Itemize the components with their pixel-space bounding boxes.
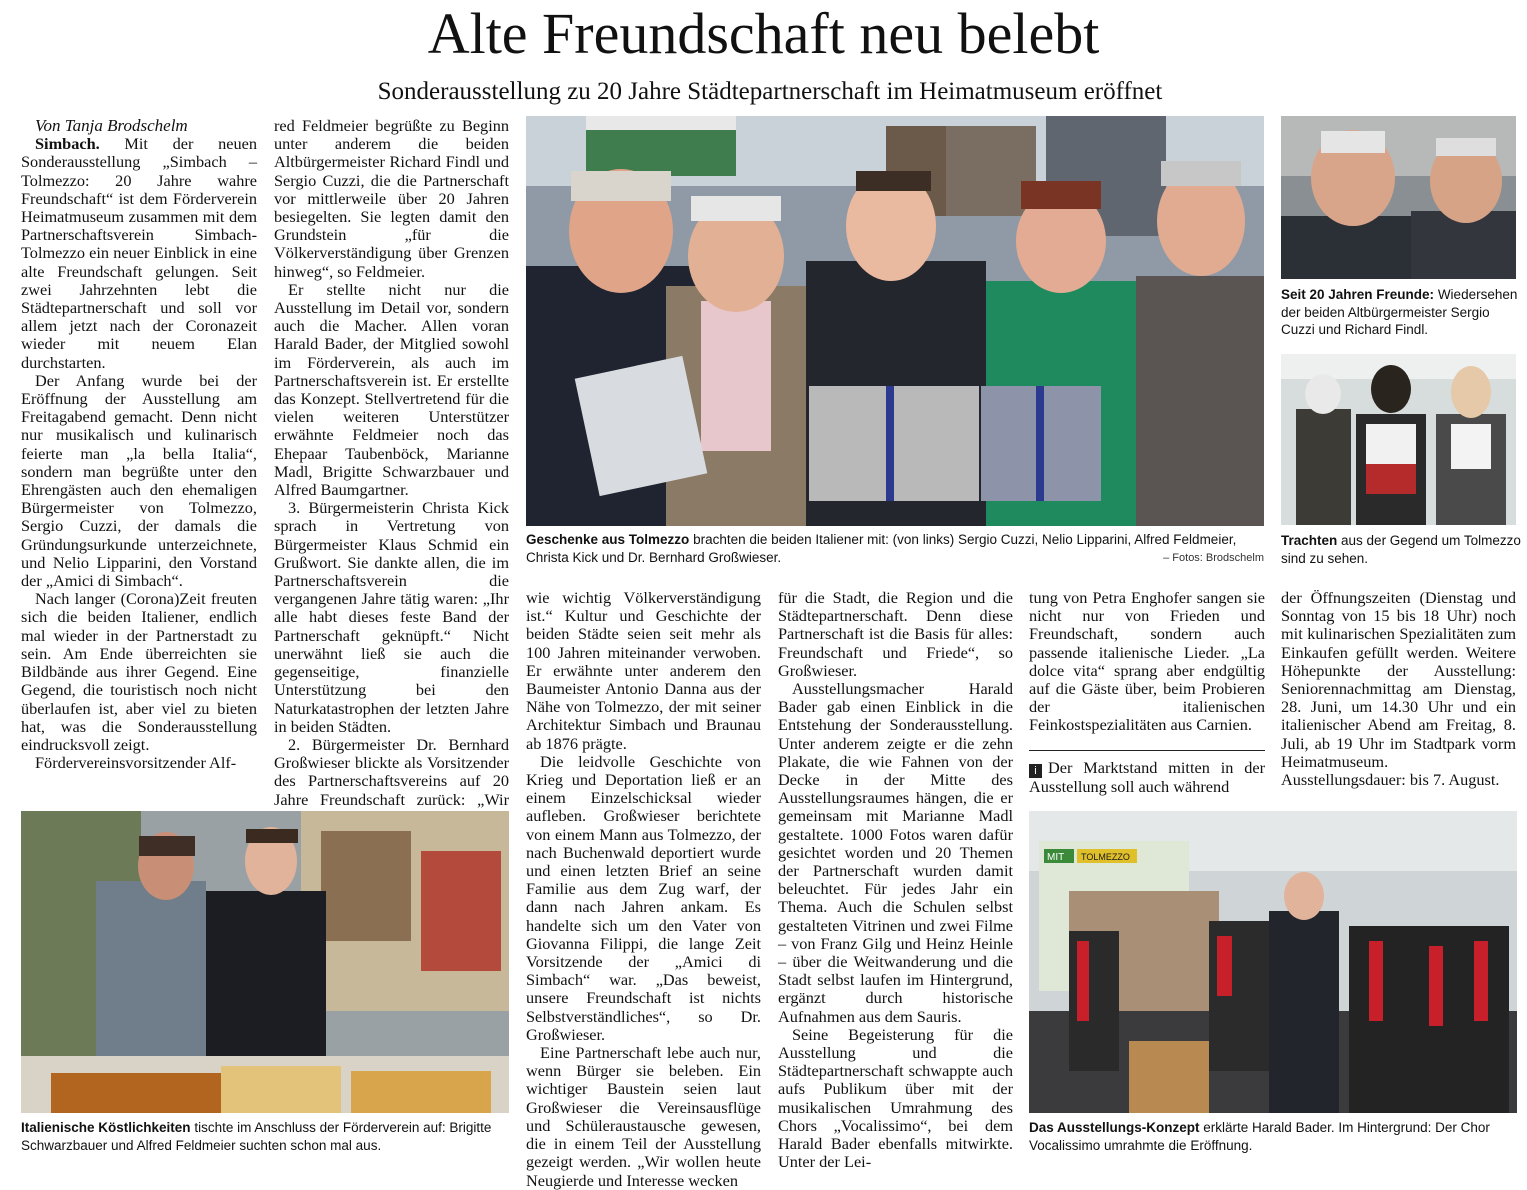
paragraph: der Öffnungszeiten (Dienstag und Sonntag von 15 bis 18 Uhr) noch mit kulinarischen Spezialitäten zum Einkaufen gefüllt werden. Weitere Höhepunkte der Ausstellung: Seniorennachmittag am Dienstag, 28. Juni, um 14.30 Uhr und ein italienischer Abend am Freitag, 8. Juli, ab 19 Uhr im Stadtpark vorm Heimatmuseum. Ausstellungsdauer: bis 7. August. [1281, 588, 1516, 790]
photo-gifts [526, 116, 1264, 526]
photo-costumes [1281, 354, 1516, 525]
article-column-4 [778, 589, 1013, 1172]
caption-bold: Trachten [1281, 533, 1338, 548]
photo-concept-caption [1029, 1119, 1519, 1154]
paragraph: Die leidvolle Geschichte von Krieg und Deportation ließ er an einem Einzelschicksal wieder aufleben. Großwieser berichtete von einem Mann aus Tolmezzo, der nach Buchenwald deportiert wurde und einen letzten Brief an seine Familie aus dem Zug warf, der dann nach Jahren ankam. Es handelte sich um den Vater von Giovanna Filippi, die lange Zeit Vorsitzende der „Amici di Simbach“ war. „Das beweist, unsere Freundschaft ist nichts Selbstverständliches“, so Dr. Großwieser. [526, 751, 761, 1044]
paragraph: wie wichtig Völkerverständigung ist.“ Kultur und Geschichte der beiden Städte seien seit mehr als 100 Jahren miteinander verwoben. Er erwähnte unter anderem den Baumeister Antonio Danna aus der Nähe von Tolmezzo, der mit seiner Architektur Simbach und Braunau ab 1876 prägte. [526, 588, 761, 753]
photo-gifts-image [526, 116, 1264, 526]
article-column-3 [526, 589, 761, 1190]
subheadline: Sonderausstellung zu 20 Jahre Städtepartnerschaft im Heimatmuseum eröffnet [377, 78, 1163, 105]
paragraph: Seine Begeisterung für die Ausstellung und die Städtepartnerschaft schwappte auch aufs Publikum über mit der musikalischen Umrahmung des Chors „Vocalissimo“, bei dem Harald Bader ebenfalls mitwirkte. Unter der Lei- [778, 1024, 1013, 1172]
paragraph: Eine Partnerschaft lebe auch nur, wenn Bürger sie beleben. Ein wichtiger Baustein seien laut Großwieser die Vereinsausflüge und Schüleraustausche gewesen, die in einem Teil der Ausstellung gezeigt werden. „Wir wollen heute Neugierde und Interesse wecken [526, 1043, 761, 1190]
divider [1029, 750, 1265, 751]
caption-text: brachten die beiden Italiener mit: (von links) Sergio Cuzzi, Nelio Lipparini, Alfred Feldmeier, Christa Kick und Dr. Bernhard Großwieser. [526, 532, 1237, 565]
paragraph: Fördervereinsvorsitzender Alf- [35, 753, 237, 773]
poster-text: MIT [1047, 852, 1065, 863]
article-column-5 [1029, 589, 1265, 735]
caption-text: aus der Gegend um Tolmezzo sind zu sehen. [1281, 533, 1521, 566]
photo-credit: – Fotos: Brodschelm [1163, 552, 1264, 564]
photo-friends-image [1281, 116, 1516, 279]
photo-food-caption [21, 1119, 511, 1154]
paragraph: für die Stadt, die Region und die Städtepartnerschaft. Denn diese Partnerschaft ist die Basis für alles: Freundschaft und Friede“, so Großwieser. [778, 588, 1013, 680]
byline: Von Tanja Brodschelm [35, 116, 188, 135]
photo-concept-image [1029, 811, 1517, 1113]
caption-bold: Seit 20 Jahren Freunde: [1281, 287, 1435, 302]
photo-food-image [21, 811, 509, 1113]
article-column-6 [1281, 589, 1516, 789]
caption-bold: Italienische Köstlichkeiten [21, 1120, 191, 1135]
photo-friends-caption [1281, 286, 1521, 339]
paragraph: tung von Petra Enghofer sangen sie nicht nur von Frieden und Freundschaft, sondern auch passende italienische Lieder. „La dolce vita“ sprang aber endgültig auf die Gäste über, beim Probieren der italienischen Feinkostspezialitäten aus Carnien. [1029, 588, 1265, 735]
paragraph: red Feldmeier begrüßte zu Beginn unter anderem die beiden Altbürgermeister Richard Findl und Sergio Cuzzi, die die Partnerschaft vor mittlerweile über 20 Jahren besiegelten. Sie legten damit den Grundstein „für die Völkerverständigung über Grenzen hinweg“, so Feldmeier. [274, 116, 509, 281]
caption-bold: Geschenke aus Tolmezzo [526, 532, 690, 547]
headline: Alte Freundschaft neu belebt [427, 1, 1100, 66]
photo-costumes-image [1281, 354, 1516, 525]
paragraph: Er stellte nicht nur die Ausstellung im Detail vor, sondern auch die Macher. Allen voran Harald Bader, der Mitglied sowohl im Förderverein, als auch im Partnerschaftsverein ist. Er erstellte das Konzept. Stellvertretend für die vielen weiteren Unterstützer erwähnte Feldmeier noch das Ehepaar Taubenböck, Marianne Madl, Brigitte Schwarzbauer und Alfred Baumgartner. [274, 279, 509, 500]
article-column-1 [21, 117, 257, 772]
article-column-2 [274, 117, 509, 827]
paragraph: Der Anfang wurde bei der Eröffnung der Ausstellung am Freitagabend gemacht. Denn nicht nur musikalisch und kulinarisch feierte man „la bella Italia“, sondern man begrüßte unter den Ehrengästen auch den ehemaligen Bürgermeister von Tolmezzo, Sergio Cuzzi, der damals die Gründungsurkunde unterzeichnete, und Nelio Lipparini, den Vorstand der „Amici di Simbach“. [21, 370, 257, 591]
photo-costumes-caption [1281, 532, 1521, 567]
caption-text: tischte im Anschluss der Förderverein auf: Brigitte Schwarzbauer und Alfred Feldmeier suchten schon mal aus. [21, 1120, 492, 1153]
info-box [1029, 759, 1265, 796]
caption-text: erklärte Harald Bader. Im Hintergrund: Der Chor Vocalissimo umrahmte die Eröffnung. [1029, 1120, 1490, 1153]
photo-food [21, 811, 509, 1113]
caption-text: Wiedersehen der beiden Altbürgermeister Sergio Cuzzi und Richard Findl. [1281, 287, 1518, 337]
paragraph: Nach langer (Corona)Zeit freuten sich die beiden Italiener, endlich mal wieder in der Partnerstadt zu sein. Am Ende überreichten sie Bildbände aus ihrer Gegend. Eine Gegend, die touristisch noch nicht überlaufen ist, aber viel zu bieten hat, was die Sonderausstellung eindrucksvoll zeigt. [21, 589, 257, 754]
paragraph: 3. Bürgermeisterin Christa Kick sprach in Vertretung von Bürgermeister Klaus Schmid ein Grußwort. Sie dankte allen, die im Partnerschaftsverein die vergangenen Jahre tätig waren: „Ihr alle habt dieses feste Band der Partnerschaft geknüpft.“ Nicht unerwähnt ließ sie auch die gegenseitige, finanzielle Unterstützung bei den Naturkatastrophen der letzten Jahre in beiden Städten. [274, 498, 509, 736]
paragraph [21, 135, 257, 372]
paragraph-text: Mit der neuen Sonderausstellung „Simbach – Tolmezzo: 20 Jahre wahre Freundschaft“ ist dem Förderverein Heimatmuseum zusammen mit dem Partnerschaftsverein Simbach-Tolmezzo ein neuer Einblick in eine alte Freundschaft gelungen. Seit zwei Jahrzehnten lebt die Städtepartnerschaft und soll vor allem jetzt nach der Coronazeit wieder mit neuem Elan durchstarten. [21, 134, 257, 372]
photo-friends [1281, 116, 1516, 279]
caption-bold: Das Ausstellungs-Konzept [1029, 1120, 1200, 1135]
info-icon: i [1029, 764, 1042, 778]
photo-concept [1029, 811, 1517, 1113]
paragraph: Ausstellungsmacher Harald Bader gab einen Einblick in die Entstehung der Sonderausstellung. Unter anderem zeigte er die zehn Plakate, die wie Fahnen von der Decke in der Mitte des Ausstellungsraumes hängen, die er gemeinsam mit Marianne Madl gestaltete. 1000 Fotos waren dafür gesichtet worden und 20 Themen der Partnerschaft wurden damit beleuchtet. Für jedes Jahr ein Thema. Auch die Schulen selbst gestalteten Vitrinen und zwei Filme – von Franz Gilg und Heinz Heinle – über die Weitwanderung und die Stadt selbst laufen im Hintergrund, ergänzt durch historische Aufnahmen aus dem Sauris. [778, 679, 1013, 1026]
dateline: Simbach. [35, 134, 100, 154]
poster-text: TOLMEZZO [1081, 852, 1130, 862]
info-paragraph [1029, 759, 1265, 796]
paragraph: 2. Bürgermeister Dr. Bernhard Großwieser blickte als Vorsitzender des Partnerschaftsvereins auf 20 Jahre Freundschaft zurück: „Wir [274, 734, 509, 809]
paragraph-text: Der Marktstand mitten in der Ausstellung soll auch während [1029, 758, 1265, 796]
